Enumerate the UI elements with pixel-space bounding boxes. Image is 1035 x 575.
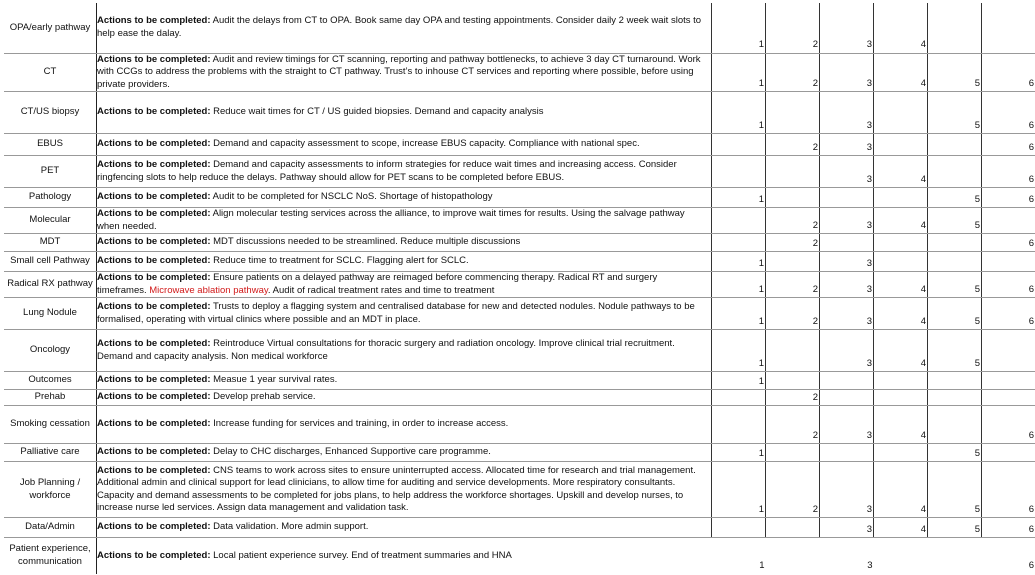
table-row (4, 272, 1035, 298)
phase-cell-4 (874, 372, 928, 390)
table-row (4, 156, 1035, 188)
phase-cell-2: 2 (766, 272, 820, 298)
action-label: Actions to be completed: (97, 391, 211, 403)
phase-cell-6 (982, 3, 1035, 53)
phase-cell-3: 3 (820, 330, 874, 372)
phase-cell-5: 5 (928, 462, 982, 518)
phase-cell-5 (928, 234, 982, 252)
action-text: Audit and review timings for CT scanning, reporting and pathway bottlenecks, to achieve 3 day CT turnaround. Work with CCGs to address the problems with the straight to CT pathway. Trust’s to inhouse CT services and reporting where possible, before using private providers. (97, 53, 701, 90)
phase-cell-1: 1 (712, 188, 766, 208)
phase-cell-1: 1 (712, 53, 766, 92)
phase-cell-5: 5 (928, 444, 982, 462)
action-cell (97, 372, 712, 390)
action-text: Develop prehab service. (213, 391, 316, 403)
phase-cell-4 (874, 92, 928, 134)
phase-cell-2: 2 (766, 53, 820, 92)
phase-cell-1: 1 (712, 3, 766, 53)
phase-cell-3 (820, 390, 874, 406)
phase-cell-5 (928, 156, 982, 188)
action-text: CNS teams to work across sites to ensure uninterrupted access. Allocated time for research and trial management. Additional admin and clinical support for lead clinicians, to allow time for auditing and service developments. More respiratory consultants. Capacity and demand assessments to be completed for jobs plans, to help address the workforce shortages. Upskill and develop nurses, to increase nurse led services. Assign data management and validation task. (97, 464, 696, 513)
phase-cell-4: 4 (874, 462, 928, 518)
action-label: Actions to be completed: (97, 208, 211, 219)
phase-cell-5 (928, 134, 982, 156)
area-cell: Prehab (4, 390, 97, 406)
table-row (4, 134, 1035, 156)
action-cell (97, 298, 712, 330)
phase-cell-3: 3 (820, 53, 874, 92)
phase-cell-2 (766, 538, 820, 574)
area-cell: Data/Admin (4, 518, 97, 538)
phase-cell-1 (712, 208, 766, 234)
phase-cell-1: 1 (712, 92, 766, 134)
phase-cell-5 (928, 538, 982, 574)
phase-cell-3: 3 (820, 208, 874, 234)
table-row (4, 252, 1035, 272)
phase-cell-5: 5 (928, 208, 982, 234)
area-cell: Lung Nodule (4, 298, 97, 330)
phase-cell-5: 5 (928, 330, 982, 372)
table-row (4, 330, 1035, 372)
phase-cell-3 (820, 234, 874, 252)
phase-cell-2 (766, 188, 820, 208)
phase-cell-1 (712, 518, 766, 538)
phase-cell-6: 6 (982, 518, 1035, 538)
phase-cell-4: 4 (874, 518, 928, 538)
action-text: Align molecular testing services across the alliance, to improve wait times for results. Using the salvage pathway when needed. (97, 208, 685, 232)
area-cell: PET (4, 156, 97, 188)
phase-cell-5 (928, 406, 982, 444)
action-text: Demand and capacity assessments to inform strategies for reduce wait times and increasing access. Consider ringfencing slots to help reduce the delays. Pathway should allow for PET scans to be completed before EBUS. (97, 159, 677, 183)
phase-cell-4 (874, 444, 928, 462)
phase-cell-4: 4 (874, 53, 928, 92)
phase-cell-6: 6 (982, 406, 1035, 444)
phase-cell-2 (766, 330, 820, 372)
phase-cell-3: 3 (867, 560, 873, 571)
phase-cell-6 (982, 208, 1035, 234)
action-label: Actions to be completed: (97, 106, 211, 118)
phase-cell-6: 6 (982, 462, 1035, 518)
phase-cell-6: 6 (982, 272, 1035, 298)
phase-cell-6: 6 (982, 188, 1035, 208)
table-row (4, 406, 1035, 444)
phase-cell-1: 1 (712, 444, 766, 462)
phase-cell-2: 2 (766, 208, 820, 234)
action-label: Actions to be completed: (97, 272, 211, 283)
action-label: Actions to be completed: (97, 159, 211, 170)
phase-cell-2: 2 (766, 3, 820, 53)
phase-cell-4 (874, 134, 928, 156)
table-row (4, 53, 1035, 92)
phase-cell-1: 1 (712, 462, 766, 518)
phase-cell-3 (820, 188, 874, 208)
table-row (4, 390, 1035, 406)
action-text: Reduce wait times for CT / US guided biopsies. Demand and capacity analysis (213, 106, 544, 118)
phase-cell-1: 1 (712, 372, 766, 390)
phase-cell-3: 3 (820, 252, 874, 272)
phase-cell-1 (712, 406, 766, 444)
phase-cell-2 (766, 156, 820, 188)
action-cell (97, 406, 712, 444)
phase-cell-4 (874, 390, 928, 406)
area-cell: Palliative care (4, 444, 97, 462)
phase-cell-4: 4 (874, 3, 928, 53)
phase-cell-3: 3 (820, 462, 874, 518)
phase-cell-3: 3 (820, 298, 874, 330)
phase-cell-2: 2 (766, 134, 820, 156)
action-cell (97, 156, 712, 188)
phase-cell-2: 2 (766, 390, 820, 406)
phase-cell-5 (928, 3, 982, 53)
area-cell: MDT (4, 234, 97, 252)
phase-cell-5: 5 (928, 188, 982, 208)
table-row (4, 208, 1035, 234)
phase-cell-3: 3 (820, 134, 874, 156)
phase-cell-4 (874, 252, 928, 272)
area-cell: OPA/early pathway (4, 3, 97, 53)
table-row (4, 234, 1035, 252)
phase-cell-4: 4 (874, 330, 928, 372)
phase-cell-6 (982, 390, 1035, 406)
action-label: Actions to be completed: (97, 15, 211, 27)
phase-cell-2 (766, 444, 820, 462)
phase-cell-1: 1 (712, 272, 766, 298)
phase-cell-4 (874, 538, 928, 574)
phase-cell-4: 4 (874, 208, 928, 234)
table-row (4, 298, 1035, 330)
action-label: Actions to be completed: (97, 301, 211, 312)
phase-cell-6: 6 (1028, 560, 1034, 571)
table-row (4, 3, 1035, 53)
phase-cell-5 (928, 390, 982, 406)
phase-cell-3 (820, 444, 874, 462)
action-text: Trusts to deploy a flagging system and centralised database for new and detected nodules. Nodule pathways to be formalised, operating with virtual clinics where possible and an MDT in place. (97, 301, 695, 325)
phase-cell-2 (766, 372, 820, 390)
phase-cell-3: 3 (820, 3, 874, 53)
phase-cell-5 (928, 252, 982, 272)
phase-cell-5: 5 (928, 53, 982, 92)
phase-cell-6: 6 (982, 53, 1035, 92)
action-label: Actions to be completed: (97, 464, 211, 476)
action-text-highlight: Microwave ablation pathway (149, 284, 268, 296)
phase-cell-6: 6 (982, 298, 1035, 330)
phase-cell-6 (982, 252, 1035, 272)
action-text: Audit the delays from CT to OPA. Book same day OPA and testing appointments. Consider daily 2 week wait slots to help ease the dalay. (97, 15, 702, 39)
table-row (4, 462, 1035, 518)
phase-cell-3 (820, 372, 874, 390)
action-cell (97, 234, 712, 252)
area-cell: CT/US biopsy (4, 92, 97, 134)
phase-cell-6 (982, 330, 1035, 372)
action-cell (97, 208, 712, 234)
phase-cell-1 (712, 390, 766, 406)
action-cell (97, 92, 712, 134)
action-cell (97, 3, 712, 53)
table-row (4, 92, 1035, 134)
phase-cell-2 (766, 518, 820, 538)
phase-cell-6 (982, 372, 1035, 390)
phase-cell-6 (982, 444, 1035, 462)
action-label: Actions to be completed: (97, 549, 211, 561)
phase-cell-1 (712, 156, 766, 188)
action-plan-table (4, 3, 1035, 574)
action-label: Actions to be completed: (97, 255, 211, 267)
action-cell (97, 518, 712, 538)
phase-cell-5: 5 (928, 92, 982, 134)
phase-cell-2: 2 (766, 234, 820, 252)
phase-cell-1 (712, 234, 766, 252)
area-cell: Job Planning / workforce (4, 462, 97, 518)
action-text: Data validation. More admin support. (213, 521, 369, 533)
action-cell (97, 134, 712, 156)
phase-cell-2: 2 (766, 406, 820, 444)
area-cell: Oncology (4, 330, 97, 372)
action-cell (97, 330, 712, 372)
action-label: Actions to be completed: (97, 53, 211, 65)
action-cell (97, 444, 712, 462)
phase-cell-4: 4 (874, 272, 928, 298)
phase-cell-3: 3 (820, 156, 874, 188)
table-row (4, 518, 1035, 538)
action-label: Actions to be completed: (97, 446, 211, 458)
action-cell (97, 188, 712, 208)
table-row (4, 372, 1035, 390)
phase-cell-2: 2 (766, 298, 820, 330)
phase-cell-4: 4 (874, 298, 928, 330)
table-row (4, 538, 1035, 574)
action-text: Audit to be completed for NSCLC NoS. Shortage of histopathology (212, 191, 493, 203)
phase-cell-6: 6 (982, 156, 1035, 188)
action-label: Actions to be completed: (97, 236, 211, 248)
action-cell (97, 538, 712, 574)
action-text: Increase funding for services and training, in order to increase access. (213, 418, 509, 430)
phase-cell-2 (766, 252, 820, 272)
phase-cell-4: 4 (874, 156, 928, 188)
phase-cell-4: 4 (874, 406, 928, 444)
phase-cell-2: 2 (766, 462, 820, 518)
phase-cell-1: 1 (712, 252, 766, 272)
phase-cell-3: 3 (820, 272, 874, 298)
area-cell: Molecular (4, 208, 97, 234)
action-label: Actions to be completed: (97, 138, 211, 150)
action-text: Ensure patients on a delayed pathway are reimaged before commencing therapy. Radical RT and surgery timeframes. (97, 272, 658, 296)
phase-cell-5: 5 (928, 298, 982, 330)
phase-cell-1: 1 (712, 298, 766, 330)
area-cell: Pathology (4, 188, 97, 208)
phase-cell-3: 3 (820, 518, 874, 538)
phase-cell-5: 5 (928, 272, 982, 298)
phase-cell-6: 6 (982, 234, 1035, 252)
area-cell: CT (4, 53, 97, 92)
action-label: Actions to be completed: (97, 418, 211, 430)
phase-cell-6: 6 (982, 92, 1035, 134)
action-text: Demand and capacity assessment to scope, increase EBUS capacity. Compliance with national spec. (213, 138, 640, 150)
phase-cell-1: 1 (712, 330, 766, 372)
area-cell: Outcomes (4, 372, 97, 390)
phase-cell-5 (928, 372, 982, 390)
phase-cell-1 (712, 134, 766, 156)
area-cell: Smoking cessation (4, 406, 97, 444)
phase-cell-5: 5 (928, 518, 982, 538)
table-row (4, 188, 1035, 208)
action-cell (97, 462, 712, 518)
phase-cell-3: 3 (820, 406, 874, 444)
action-text: Reintroduce Virtual consultations for thoracic surgery and radiation oncology. Improve clinical trial recruitment. Demand and capacity analysis. Non medical workforce (97, 338, 675, 362)
phase-cell-4 (874, 188, 928, 208)
action-text: Reduce time to treatment for SCLC. Flagging alert for SCLC. (213, 255, 469, 267)
area-cell: Patient experience, communication (4, 538, 97, 574)
action-cell (97, 272, 712, 298)
phase-cell-4 (874, 234, 928, 252)
action-text: Measue 1 year survival rates. (213, 374, 338, 386)
action-text: Delay to CHC discharges, Enhanced Supportive care programme. (213, 446, 491, 458)
phase-cell-3: 3 (820, 92, 874, 134)
action-label: Actions to be completed: (97, 521, 211, 533)
action-text: Local patient experience survey. End of treatment summaries and HNA (213, 549, 512, 561)
action-cell (97, 390, 712, 406)
area-cell: Radical RX pathway (4, 272, 97, 298)
action-cell (97, 53, 712, 92)
action-cell (97, 252, 712, 272)
area-cell: Small cell Pathway (4, 252, 97, 272)
phase-cell-1: 1 (759, 560, 765, 571)
table-row (4, 444, 1035, 462)
action-text-after: . Audit of radical treatment rates and time to treatment (267, 284, 495, 296)
action-text: MDT discussions needed to be streamlined. Reduce multiple discussions (213, 236, 521, 248)
action-label: Actions to be completed: (97, 191, 211, 203)
phase-cell-2 (766, 92, 820, 134)
action-label: Actions to be completed: (97, 374, 211, 386)
action-label: Actions to be completed: (97, 338, 211, 349)
area-cell: EBUS (4, 134, 97, 156)
phase-cell-6: 6 (982, 134, 1035, 156)
